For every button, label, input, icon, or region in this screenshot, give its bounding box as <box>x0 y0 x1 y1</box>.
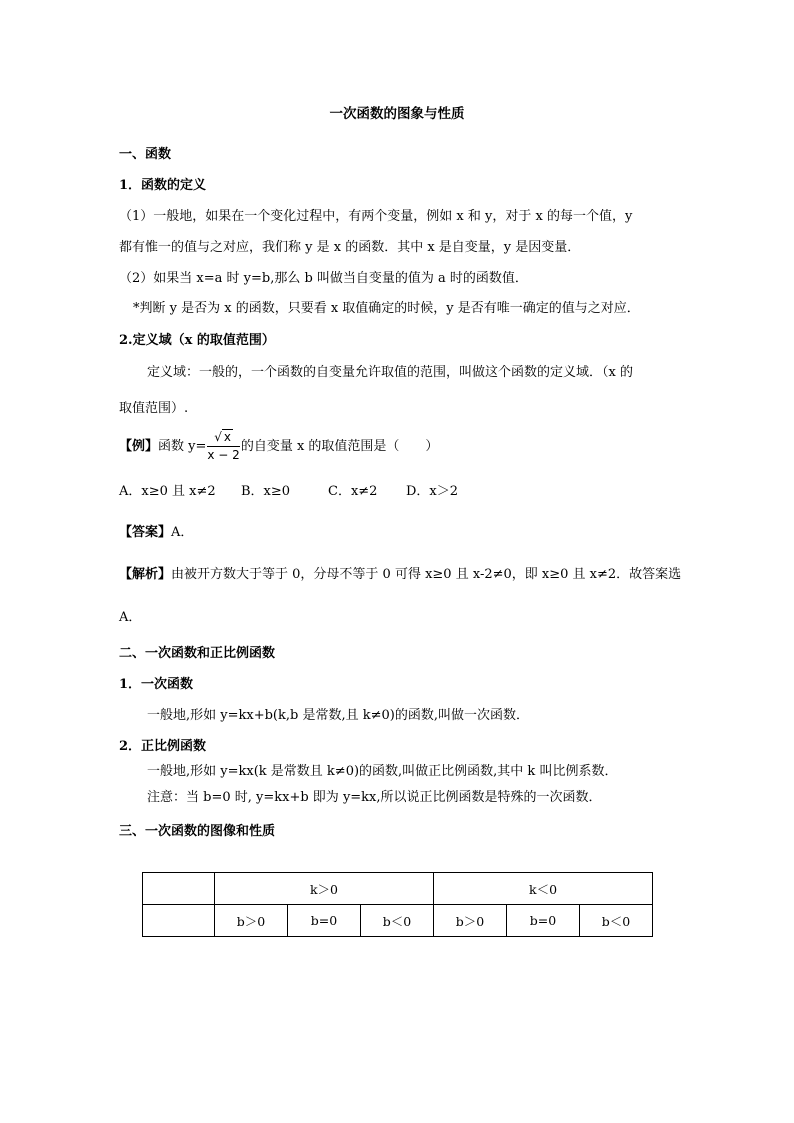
table-subheader-cell: b=0 <box>288 905 361 937</box>
analysis-label: 【解析】 <box>119 567 172 582</box>
paragraph-judgement-note: *判断 y 是否为 x 的函数，只要看 x 取值确定的时候，y 是否有唯一确定的值与之对应． <box>133 301 640 316</box>
example-text-before: 函数 y= <box>158 439 207 454</box>
table-subheader-row <box>143 905 653 937</box>
analysis-line2: A． <box>119 610 142 625</box>
subheading-domain: 2.定义域（x 的取值范围） <box>119 333 275 348</box>
document-title: 一次函数的图象与性质 <box>329 106 465 122</box>
paragraph-linear-function: 一般地,形如 y=kx+b(k,b 是常数,且 k≠0)的函数,叫做一次函数． <box>147 708 529 723</box>
table-header-row <box>143 873 653 905</box>
section-heading-functions: 一、函数 <box>119 147 172 162</box>
table-subheader-cell: b＜0 <box>580 905 653 937</box>
table-corner-cell <box>143 873 215 905</box>
example-question <box>119 430 438 464</box>
table-subheader-cell: b＜0 <box>361 905 434 937</box>
subheading-function-definition: 1．函数的定义 <box>119 178 207 193</box>
choice-a: A．x≥0 且 x≠2 <box>119 484 216 499</box>
fraction-denominator: x − 2 <box>207 448 240 462</box>
choice-d: D．x＞2 <box>406 484 459 499</box>
table-subheader-cell: b=0 <box>507 905 580 937</box>
choice-c: C．x≠2 <box>328 484 378 499</box>
paragraph-definition-line2: 都有惟一的值与之对应，我们称 y 是 x 的函数．其中 x 是自变量，y 是因变量． <box>119 240 581 255</box>
paragraph-domain-line2: 取值范围）. <box>119 401 189 416</box>
properties-table <box>142 872 653 937</box>
answer-label: 【答案】 <box>119 525 172 540</box>
example-text-after: 的自变量 x 的取值范围是（ ） <box>240 439 439 454</box>
table-subheader-cell: b＞0 <box>434 905 507 937</box>
paragraph-note: 注意：当 b=0 时, y=kx+b 即为 y=kx,所以说正比例函数是特殊的一次函数． <box>147 790 602 805</box>
paragraph-direct-proportion: 一般地,形如 y=kx(k 是常数且 k≠0)的函数,叫做正比例函数,其中 k 叫比例系数． <box>147 764 618 779</box>
paragraph-function-value: （2）如果当 x=a 时 y=b,那么 b 叫做当自变量的值为 a 时的函数值． <box>119 271 528 286</box>
analysis-text: 由被开方数大于等于 0，分母不等于 0 可得 x≥0 且 x-2≠0，即 x≥0 且 x≠2．故答案选 <box>171 567 682 582</box>
table-header-k-positive: k＞0 <box>215 873 434 905</box>
table-header-k-negative: k＜0 <box>434 873 653 905</box>
table-subheader-cell: b＞0 <box>215 905 288 937</box>
subheading-linear-function: 1．一次函数 <box>119 677 194 692</box>
section-heading-linear-functions: 二、一次函数和正比例函数 <box>119 646 276 661</box>
paragraph-domain-line1: 定义域：一般的，一个函数的自变量允许取值的范围，叫做这个函数的定义域．（x 的 <box>147 365 633 380</box>
analysis-line1 <box>119 566 681 584</box>
table-row-label-cell <box>143 905 215 937</box>
fraction-numerator <box>207 430 239 447</box>
subheading-direct-proportion: 2．正比例函数 <box>119 739 207 754</box>
example-fraction <box>207 430 239 463</box>
answer-value: A． <box>171 525 194 540</box>
section-heading-graph-properties: 三、一次函数的图像和性质 <box>119 824 276 839</box>
choice-b: B．x≥0 <box>241 484 291 499</box>
answer-line <box>119 524 193 542</box>
paragraph-definition-line1: （1）一般地，如果在一个变化过程中，有两个变量，例如 x 和 y，对于 x 的每一个值，y <box>119 209 633 224</box>
fraction-numerator-radicand: x <box>223 430 231 444</box>
example-label: 【例】 <box>119 439 159 454</box>
sqrt-symbol: √ x <box>214 430 231 444</box>
